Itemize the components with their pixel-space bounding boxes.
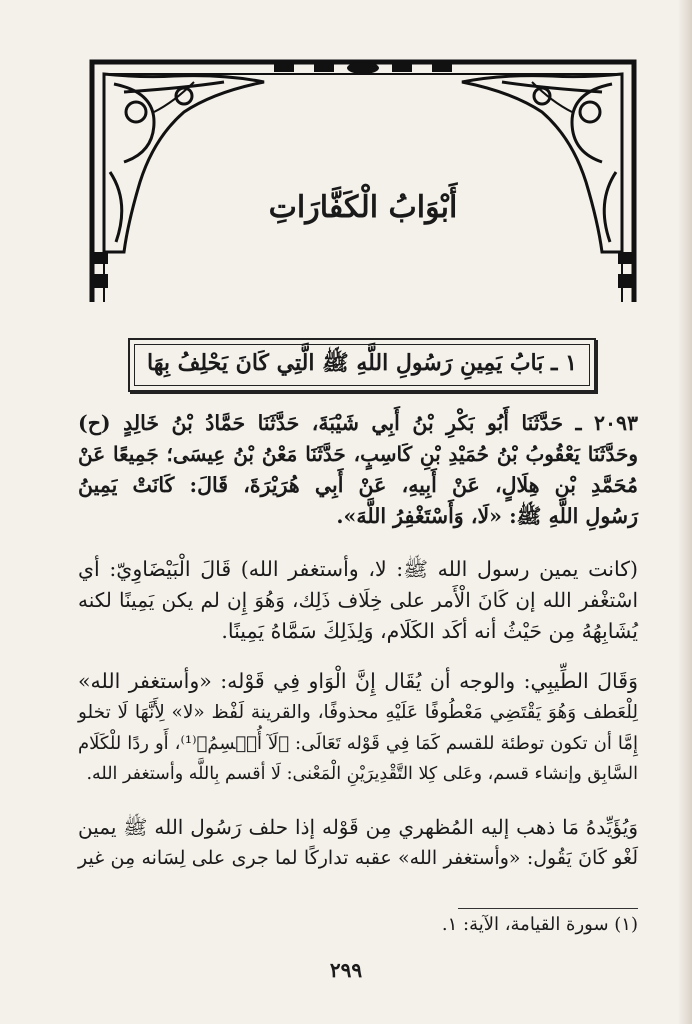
chapter-heading-box: [128, 338, 596, 392]
ornamental-header-frame: [84, 52, 642, 308]
commentary-paragraph-1: [78, 554, 638, 647]
footnote-divider: [458, 908, 638, 909]
text-line: إِمَّا أن تكون توطئة للقسم كَمَا فِي قَوْله تَعَالَى: ﴿لَآ أُقۡسِمُ﴾⁽¹⁾، أَو ردًا للْكَلَام: [78, 733, 638, 754]
text-line: لِلْعَطف وَهُوَ يَقْتَضِي مَعْطُوفًا عَلَيْهِ محذوفًا، والقرينة لَفْظ «لا» لِأَنَّهَا لَا تخلو: [78, 702, 638, 723]
text-line: اسْتغْفر الله إن كَانَ الْأَمر على خِلَاف ذَلِك، وَهُوَ إِن لم يكن يَمِينًا لكنه: [78, 588, 638, 612]
hadith-line: رَسُولِ اللَّهِ ﷺ: «لَا، وَأَسْتَغْفِرُ اللَّهَ».: [336, 504, 638, 528]
book-title: أَبْوَابُ الْكَفَّارَاتِ: [268, 190, 458, 225]
commentary-paragraph-3: [78, 812, 638, 874]
footnote: (١) سورة القيامة، الآية: ١.: [441, 914, 638, 935]
hadith-line: مُحَمَّدِ بْنِ هِلَالٍ، عَنْ أَبِيهِ، عَنْ أَبِي هُرَيْرَةَ، قَالَ: كَانَتْ يَمِينُ: [78, 473, 638, 497]
text-line: (كانت يمين رسول الله ﷺ: لا، وأستغفر الله) قَالَ الْبَيْضَاوِيّ: أي: [78, 557, 638, 581]
text-line: يُشَابِهُهُ مِن حَيْثُ أنه أكَد الكَلَام، وَلِذَلِكَ سَمَّاهُ يَمِينًا.: [221, 619, 638, 643]
hadith-line: ٢٠٩٣ ـ حَدَّثَنَا أَبُو بَكْرِ بْنُ أَبِي شَيْبَةَ، حَدَّثَنَا حَمَّادُ بْنُ خَالِدٍ (ح): [78, 411, 638, 435]
text-line: وَيُؤَيِّدهُ مَا ذهب إليه المُظهري مِن قَوْله إذا حلف رَسُول الله ﷺ يمين: [78, 815, 638, 839]
text-line: وَقَالَ الطِّيبِي: والوجه أن يُقَال إِنَّ الْوَاو فِي قَوْله: «وأستغفر الله»: [78, 669, 638, 693]
page-edge-shadow: [678, 0, 692, 1024]
hadith-text: [78, 408, 638, 532]
hadith-line: وحَدَّثَنَا يَعْقُوبُ بْنُ حُمَيْدِ بْنِ كَاسِبٍ، حَدَّثَنَا مَعْنُ بْنُ عِيسَى؛ جَمِيعًا عَنْ: [78, 442, 638, 466]
chapter-title: ١ ـ بَابُ يَمِينِ رَسُولِ اللَّهِ ﷺ الَّتِي كَانَ يَحْلِفُ بِهَا: [147, 350, 577, 376]
text-line: السَّابِق وإنشاء قسم، وعَلى كِلا التَّقْدِيرَيْنِ الْمَعْنى: لَا أقسم بِاللَّه وأستغفر الله.: [86, 764, 638, 784]
page-number: ٢٩٩: [329, 958, 363, 982]
text-line: لَغْو كَانَ يَقُول: «وأستغفر الله» عقبه تداركًا لما جرى على لِسَانه مِن غير: [78, 847, 638, 869]
commentary-paragraph-2: [78, 666, 638, 790]
